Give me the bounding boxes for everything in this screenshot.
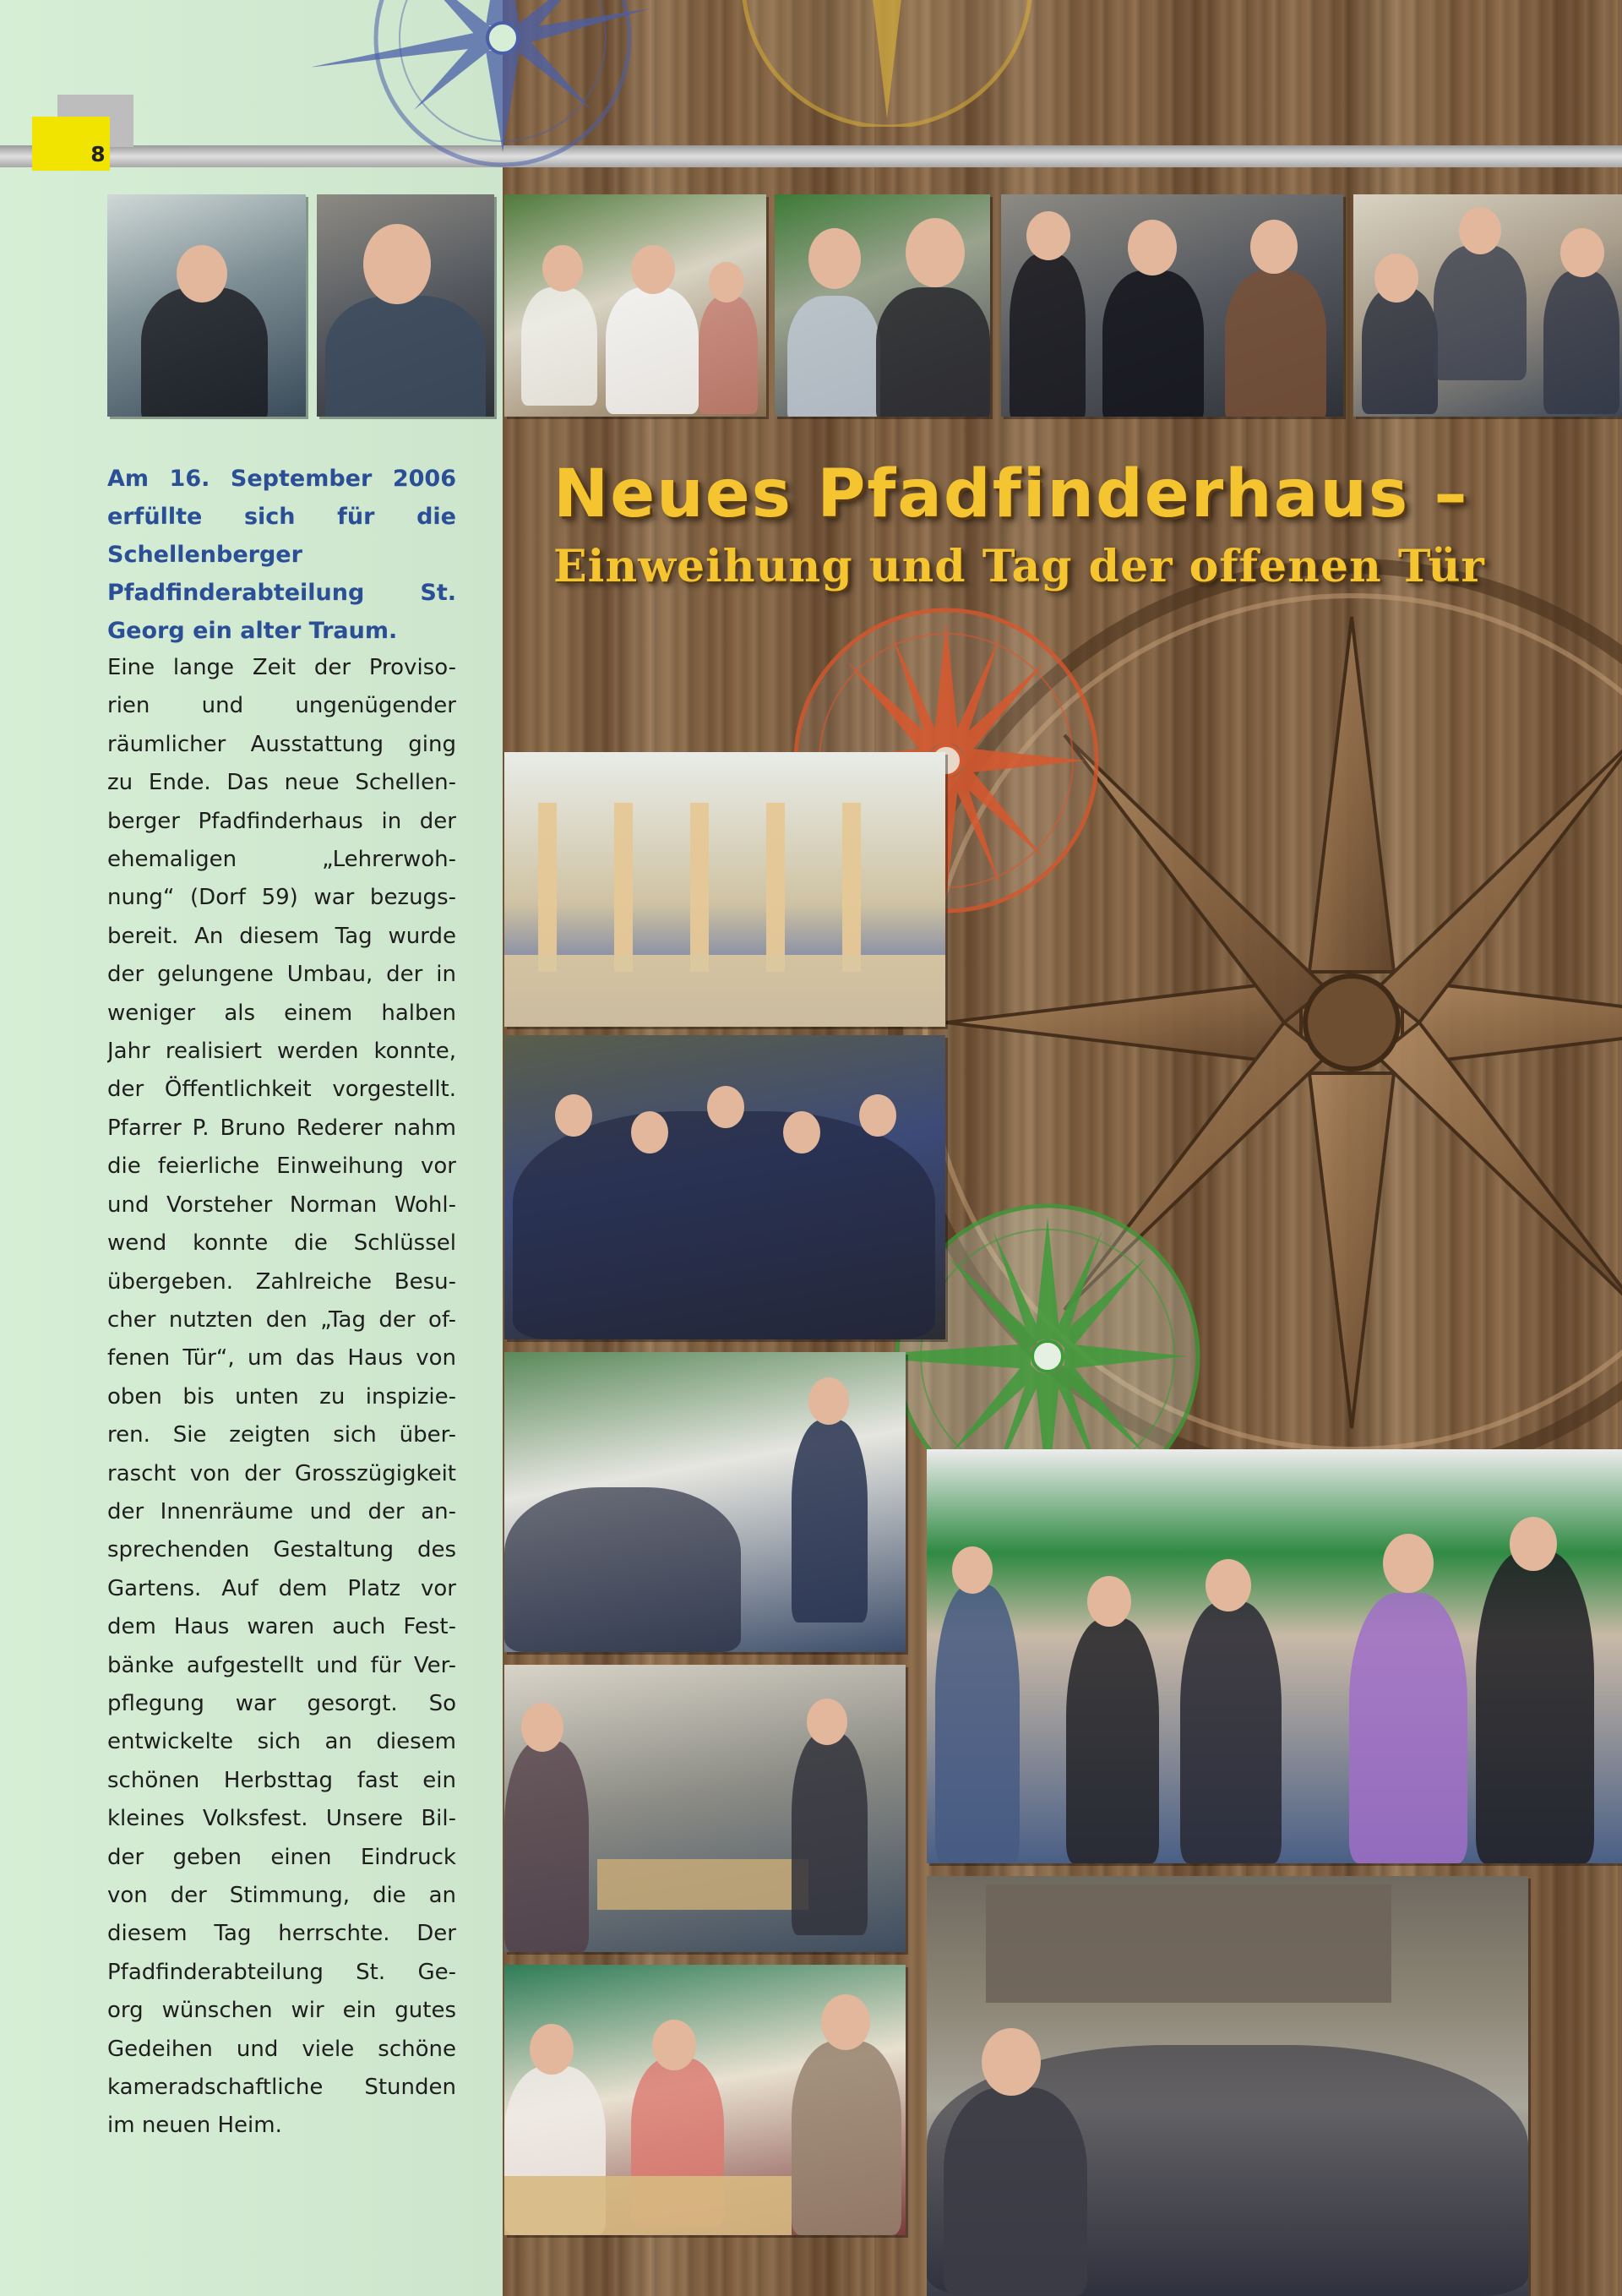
body-line: entwickelte sich an diesem (107, 1729, 456, 1755)
header-bar (0, 145, 1622, 167)
body-line: wend konnte die Schlüssel (107, 1230, 456, 1257)
body-line: ren. Sie zeigten sich über- (107, 1422, 456, 1448)
body-line: von der Stimmung, die an (107, 1883, 456, 1908)
photo-guests-celebrating (504, 1965, 906, 2235)
photo-priest-blessing (107, 194, 306, 417)
photo-scouts-group (504, 1035, 945, 1339)
article-body (107, 649, 456, 2146)
body-line: der gelungene Umbau, der in (107, 962, 456, 988)
photo-guests-table (504, 194, 766, 417)
body-line: weniger als einem halben (107, 1000, 456, 1026)
photo-speaker-microphone (317, 194, 494, 417)
photo-scouts-in-front-of-house (927, 1876, 1528, 2296)
body-line: Gartens. Auf dem Platz vor (107, 1575, 456, 1601)
body-line: rascht von der Grosszügigkeit (107, 1460, 456, 1486)
body-line: berger Pfadfinderhaus in der (107, 808, 456, 834)
body-line: der Öffentlichkeit vorgestellt. (107, 1077, 456, 1103)
body-line: und Vorsteher Norman Wohl- (107, 1192, 456, 1218)
article-title: Neues Pfadfinderhaus – (553, 456, 1469, 532)
body-line: nung“ (Dorf 59) war bezugs- (107, 885, 456, 911)
body-line: bereit. An diesem Tag wurde (107, 923, 456, 949)
body-line: Pfadfinderabteilung St. Ge- (107, 1959, 456, 1985)
body-line: bänke aufgestellt und für Ver- (107, 1652, 456, 1678)
body-line: kameradschaftliche Stunden (107, 2075, 456, 2101)
body-line: zu Ende. Das neue Schellen- (107, 770, 456, 796)
body-line: Gedeihen und viele schöne (107, 2036, 456, 2062)
body-line: diesem Tag herrschte. Der (107, 1921, 456, 1947)
body-line: schönen Herbsttag fast ein (107, 1767, 456, 1793)
body-line: übergeben. Zahlreiche Besu- (107, 1268, 456, 1295)
body-line: Eine lange Zeit der Proviso- (107, 655, 456, 680)
body-line: sprechenden Gestaltung des (107, 1537, 456, 1563)
body-line: org wünschen wir ein gutes (107, 1998, 456, 2024)
body-line: die feierliche Einweihung vor (107, 1153, 456, 1180)
body-line: räumlicher Ausstattung ging (107, 731, 456, 757)
body-line: dem Haus waren auch Fest- (107, 1614, 456, 1640)
body-line: oben bis unten zu inspizie- (107, 1383, 456, 1410)
body-line: im neuen Heim. (107, 2113, 282, 2139)
article-lead: Am 16. September 2006 erfüllte sich für die Schellenberger Pfadfinderabteilung St. Georg ein alter Traum. (107, 466, 456, 644)
body-line: fenen Tür“, um das Haus von (107, 1345, 456, 1372)
photo-speech-crowd (504, 1352, 906, 1652)
compass-rose-gold-icon (727, 0, 1048, 127)
body-line: der Innenräume und der an- (107, 1498, 456, 1524)
photo-men-standing (1001, 194, 1343, 417)
photo-scout-children-sitting (1353, 194, 1622, 417)
photo-food-stand (504, 1665, 906, 1952)
body-line: ehemaligen „Lehrerwoh- (107, 847, 456, 873)
page-number: 8 (90, 142, 106, 166)
article-subtitle: Einweihung und Tag der offenen Tür (553, 541, 1485, 592)
body-line: pflegung war gesorgt. So (107, 1690, 456, 1716)
photo-bunk-beds (504, 752, 945, 1027)
compass-rose-blue-icon (313, 0, 667, 194)
body-line: Jahr realisiert werden konnte, (107, 1039, 456, 1065)
body-line: rien und ungenügender (107, 693, 456, 719)
body-line: cher nutzten den „Tag der of- (107, 1306, 456, 1333)
body-line: der geben einen Eindruck (107, 1844, 456, 1870)
photo-visitors-garden (927, 1449, 1622, 1863)
body-line: Pfarrer P. Bruno Rederer nahm (107, 1115, 456, 1141)
photo-elderly-couple (775, 194, 990, 417)
body-line: kleines Volksfest. Unsere Bil- (107, 1806, 456, 1832)
